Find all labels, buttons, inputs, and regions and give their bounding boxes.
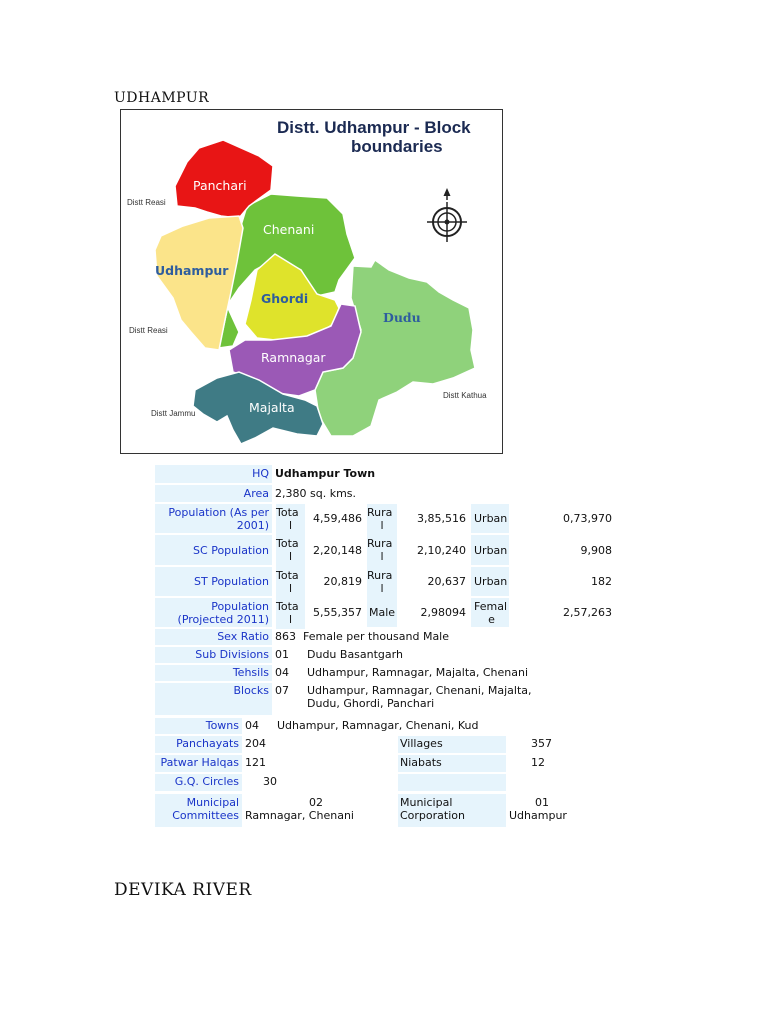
map-svg bbox=[121, 110, 501, 452]
municipal-corporation-label: Municipal Corporation bbox=[398, 794, 506, 827]
blocks-names: Udhampur, Ramnagar, Chenani, Majalta, Dudu, Ghordi, Panchari bbox=[307, 684, 547, 710]
pop2011-total: 5,55,357 bbox=[313, 606, 362, 619]
sc-rural: 2,10,240 bbox=[417, 544, 466, 557]
hq-label: HQ bbox=[155, 465, 272, 483]
niabats-value: 12 bbox=[531, 756, 571, 769]
sc-rural-label: Rura l bbox=[367, 535, 397, 567]
gq-value: 30 bbox=[263, 775, 303, 788]
hq-value: Udhampur Town bbox=[275, 465, 515, 485]
pop2001-rural-label: Rura l bbox=[367, 504, 397, 535]
area-value: 2,380 sq. kms. bbox=[275, 485, 515, 504]
villages-label: Villages bbox=[398, 736, 506, 753]
devika-river-heading: DEVIKA RIVER bbox=[114, 880, 252, 900]
st-total: 20,819 bbox=[323, 575, 362, 588]
towns-label: Towns bbox=[155, 718, 242, 734]
pop2011-male: 2,98094 bbox=[420, 606, 466, 619]
sc-label: SC Population bbox=[155, 535, 272, 565]
sc-total: 2,20,148 bbox=[313, 544, 362, 557]
label-udhampur: Udhampur bbox=[155, 263, 229, 278]
sex-ratio-label: Sex Ratio bbox=[155, 629, 272, 645]
label-distt-reasi-mid: Distt Reasi bbox=[129, 326, 168, 335]
sex-ratio-value: 863 bbox=[275, 630, 303, 643]
blocks-label: Blocks bbox=[155, 683, 272, 715]
towns-names: Udhampur, Ramnagar, Chenani, Kud bbox=[277, 719, 517, 732]
map-title-line2: boundaries bbox=[351, 137, 443, 156]
niabats-label: Niabats bbox=[398, 755, 506, 772]
sc-total-label: Tota l bbox=[276, 535, 305, 567]
label-dudu: Dudu bbox=[383, 310, 421, 325]
panchayats-value: 204 bbox=[245, 737, 285, 750]
sc-urban: 9,908 bbox=[580, 544, 612, 557]
label-majalta: Majalta bbox=[249, 400, 295, 415]
sub-divisions-count: 01 bbox=[275, 648, 305, 661]
pop2001-urban: 0,73,970 bbox=[563, 512, 612, 525]
st-urban-label: Urban bbox=[471, 567, 509, 596]
st-total-label: Tota l bbox=[276, 567, 305, 598]
patwar-label: Patwar Halqas bbox=[155, 755, 242, 772]
sub-divisions-label: Sub Divisions bbox=[155, 647, 272, 663]
compass-icon bbox=[427, 188, 467, 242]
st-rural-label: Rura l bbox=[367, 567, 397, 598]
municipal-corporation-value: 01 Udhampur bbox=[509, 796, 599, 822]
st-rural: 20,637 bbox=[427, 575, 466, 588]
towns-count: 04 bbox=[245, 719, 275, 732]
area-label: Area bbox=[155, 485, 272, 502]
label-distt-kathua: Distt Kathua bbox=[443, 391, 487, 400]
tehsils-label: Tehsils bbox=[155, 665, 272, 681]
map-title-line1: Distt. Udhampur - Block bbox=[277, 118, 471, 137]
pop2001-rural: 3,85,516 bbox=[417, 512, 466, 525]
label-distt-reasi-top: Distt Reasi bbox=[127, 198, 166, 207]
label-panchari: Panchari bbox=[193, 178, 247, 193]
pop2001-total-label: Tota l bbox=[276, 504, 305, 535]
label-chenani: Chenani bbox=[263, 222, 315, 237]
sub-divisions-names: Dudu Basantgarh bbox=[307, 648, 537, 661]
st-label: ST Population bbox=[155, 567, 272, 596]
gq-empty-cell bbox=[398, 774, 506, 791]
pop2001-total: 4,59,486 bbox=[313, 512, 362, 525]
pop2011-total-label: Tota l bbox=[276, 598, 305, 629]
villages-value: 357 bbox=[531, 737, 571, 750]
label-ramnagar: Ramnagar bbox=[261, 350, 326, 365]
pop2001-urban-label: Urban bbox=[471, 504, 509, 533]
tehsils-names: Udhampur, Ramnagar, Majalta, Chenani bbox=[307, 666, 547, 679]
st-urban: 182 bbox=[591, 575, 612, 588]
pop2011-label: Population (Projected 2011) bbox=[155, 598, 272, 627]
pop2001-label: Population (As per 2001) bbox=[155, 504, 272, 533]
label-ghordi: Ghordi bbox=[261, 291, 309, 306]
district-block-map bbox=[120, 109, 503, 454]
gq-label: G.Q. Circles bbox=[155, 774, 242, 791]
municipal-committees-label: Municipal Committees bbox=[155, 794, 242, 827]
tehsils-count: 04 bbox=[275, 666, 305, 679]
label-distt-jammu: Distt Jammu bbox=[151, 409, 196, 418]
pop2011-female-label: Femal e bbox=[471, 598, 509, 627]
sc-urban-label: Urban bbox=[471, 535, 509, 565]
district-heading: UDHAMPUR bbox=[114, 90, 210, 106]
patwar-value: 121 bbox=[245, 756, 285, 769]
municipal-committees-value: 02 Ramnagar, Chenani bbox=[245, 796, 385, 822]
blocks-count: 07 bbox=[275, 684, 305, 697]
panchayats-label: Panchayats bbox=[155, 736, 242, 753]
pop2011-female: 2,57,263 bbox=[563, 606, 612, 619]
sex-ratio-note: Female per thousand Male bbox=[303, 630, 523, 643]
pop2011-male-label: Male bbox=[367, 598, 397, 627]
